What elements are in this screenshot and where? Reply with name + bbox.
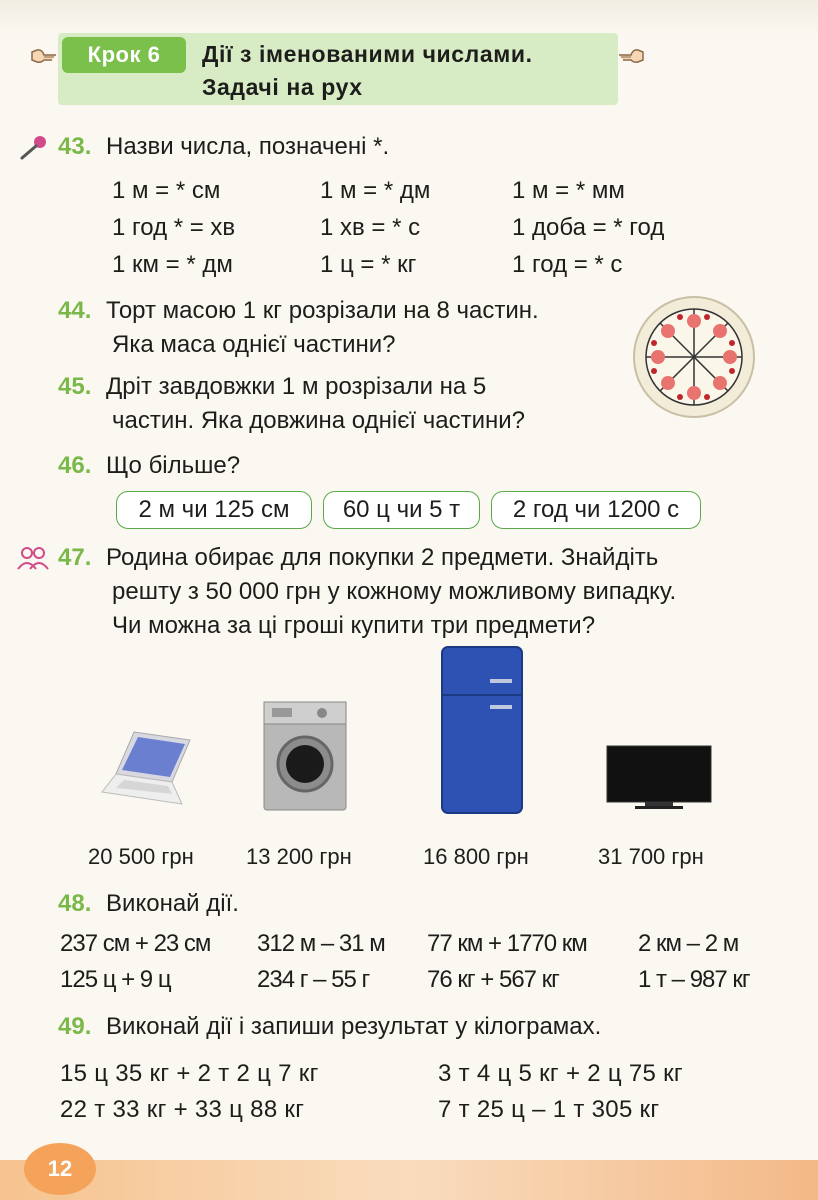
pointing-hand-icon bbox=[617, 40, 647, 70]
exercise-item: 1 т – 987 кг bbox=[638, 966, 750, 993]
task-45 bbox=[58, 370, 525, 438]
unit-equation: 1 км = * дм bbox=[112, 251, 233, 278]
task-number: 45. bbox=[58, 373, 92, 400]
task-number: 44. bbox=[58, 297, 92, 324]
task-text: Дріт завдовжки 1 м розрізали на 5 bbox=[106, 373, 487, 400]
washing-machine-price: 13 200 грн bbox=[246, 844, 352, 869]
task-47 bbox=[58, 541, 676, 643]
exercise-item: 125 ц + 9 ц bbox=[60, 966, 171, 993]
task-number: 43. bbox=[58, 133, 92, 160]
tv-image bbox=[605, 744, 713, 810]
task-49 bbox=[58, 1010, 601, 1044]
task-number: 48. bbox=[58, 890, 92, 917]
task-text: Чи можна за ці гроші купити три предмети? bbox=[112, 612, 596, 639]
task-text: Виконай дії і запиши результат у кілограмах. bbox=[106, 1013, 602, 1040]
exercise-item: 312 м – 31 м bbox=[257, 930, 385, 957]
exercise-item: 77 км + 1770 км bbox=[427, 930, 587, 957]
page-number: 12 bbox=[24, 1143, 96, 1195]
exercise-item: 22 т 33 кг + 33 ц 88 кг bbox=[60, 1096, 305, 1123]
task-text: решту з 50 000 грн у кожному можливому випадку. bbox=[112, 578, 677, 605]
page-top-shade bbox=[0, 0, 818, 36]
task-text: Що більше? bbox=[106, 452, 241, 479]
task-48 bbox=[58, 887, 239, 921]
section-title-line2: Задачі на рух bbox=[202, 74, 363, 100]
exercise-item: 76 кг + 567 кг bbox=[427, 966, 559, 993]
laptop-image bbox=[98, 728, 192, 810]
unit-equation: 1 хв = * с bbox=[320, 214, 421, 241]
task-text: Торт масою 1 кг розрізали на 8 частин. bbox=[106, 297, 539, 324]
section-title-line1: Дії з іменованими числами. bbox=[202, 41, 533, 67]
tv-price: 31 700 грн bbox=[598, 844, 704, 869]
microphone-icon bbox=[18, 134, 48, 160]
footer-bar bbox=[0, 1160, 818, 1200]
unit-equation: 1 год * = хв bbox=[112, 214, 236, 241]
step-badge: Крок 6 bbox=[62, 37, 186, 73]
refrigerator-image bbox=[440, 645, 524, 815]
refrigerator-price: 16 800 грн bbox=[423, 844, 529, 869]
unit-equation: 1 м = * см bbox=[112, 177, 221, 204]
unit-equation: 1 доба = * год bbox=[512, 214, 665, 241]
task-44 bbox=[58, 294, 539, 362]
laptop-price: 20 500 грн bbox=[88, 844, 194, 869]
pointing-hand-icon bbox=[28, 40, 58, 70]
cake-illustration bbox=[632, 295, 756, 419]
washing-machine-image bbox=[262, 700, 348, 812]
task-43 bbox=[58, 130, 389, 164]
task-text: Яка маса однієї частини? bbox=[112, 331, 396, 358]
task-number: 46. bbox=[58, 452, 92, 479]
comparison-box: 60 ц чи 5 т bbox=[323, 491, 480, 529]
comparison-box: 2 м чи 125 см bbox=[116, 491, 312, 529]
exercise-item: 3 т 4 ц 5 кг + 2 ц 75 кг bbox=[438, 1060, 683, 1087]
exercise-item: 237 см + 23 см bbox=[60, 930, 211, 957]
task-46 bbox=[58, 449, 240, 483]
unit-equation: 1 ц = * кг bbox=[320, 251, 417, 278]
task-text: Родина обирає для покупки 2 предмети. Знайдіть bbox=[106, 544, 659, 571]
task-text: Виконай дії. bbox=[106, 890, 239, 917]
unit-equation: 1 год = * с bbox=[512, 251, 623, 278]
comparison-box: 2 год чи 1200 с bbox=[491, 491, 701, 529]
task-text: частин. Яка довжина однієї частини? bbox=[112, 407, 526, 434]
pair-work-icon bbox=[16, 545, 50, 571]
exercise-item: 15 ц 35 кг + 2 т 2 ц 7 кг bbox=[60, 1060, 319, 1087]
exercise-item: 234 г – 55 г bbox=[257, 966, 370, 993]
task-text: Назви числа, позначені *. bbox=[106, 133, 390, 160]
unit-equation: 1 м = * мм bbox=[512, 177, 625, 204]
task-number: 47. bbox=[58, 544, 92, 571]
task-number: 49. bbox=[58, 1013, 92, 1040]
exercise-item: 7 т 25 ц – 1 т 305 кг bbox=[438, 1096, 660, 1123]
exercise-item: 2 км – 2 м bbox=[638, 930, 739, 957]
unit-equation: 1 м = * дм bbox=[320, 177, 431, 204]
section-title bbox=[202, 38, 533, 104]
